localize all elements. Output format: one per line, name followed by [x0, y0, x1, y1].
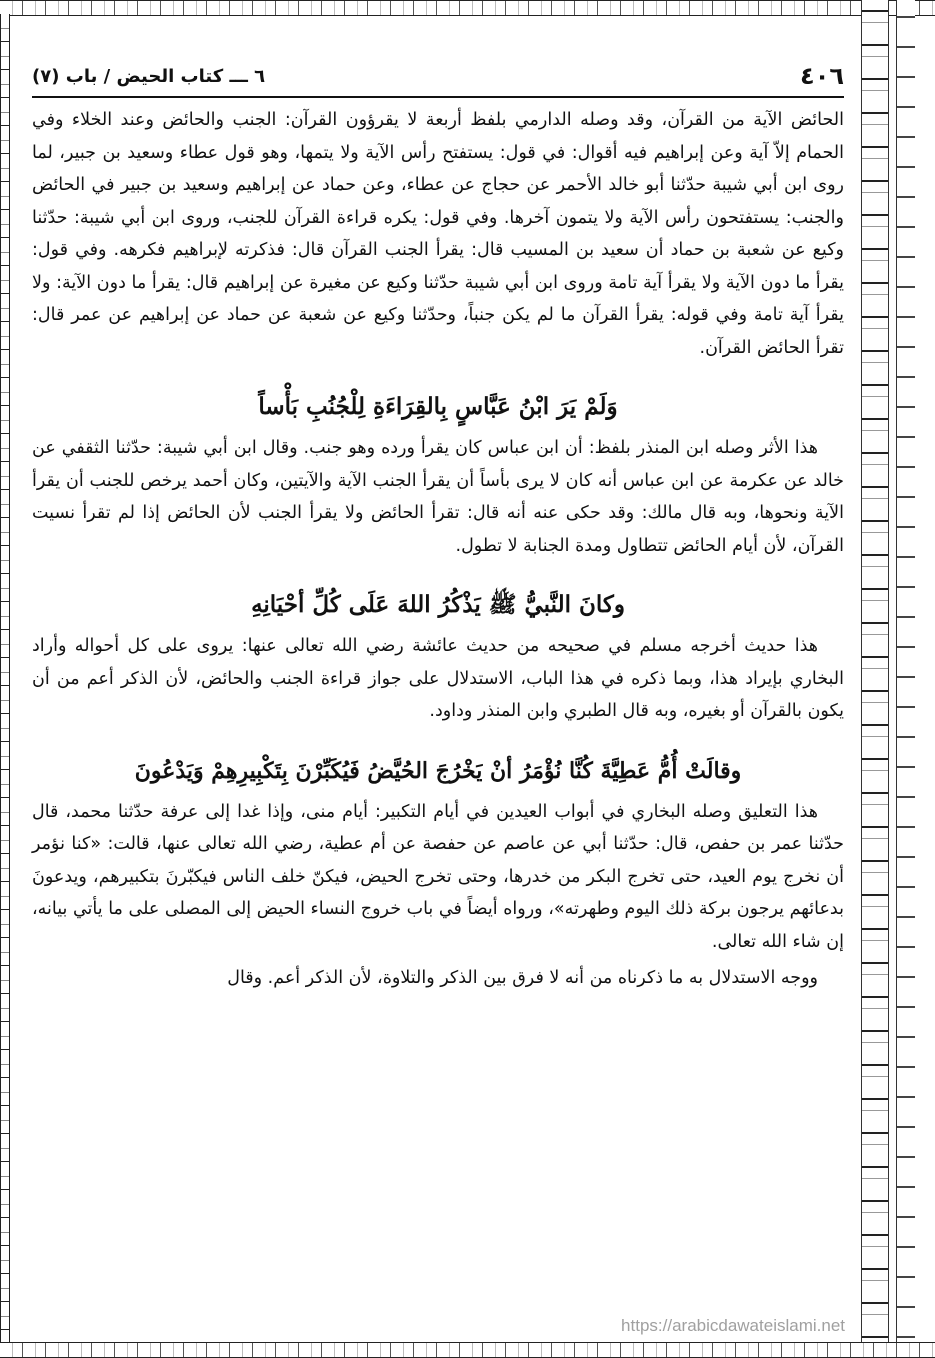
bottom-border: [0, 1342, 935, 1358]
chapter-title: ٦ ـــ كتاب الحيض / باب (٧): [32, 65, 266, 87]
book-page: [32, 56, 844, 1326]
left-border: [0, 14, 10, 1342]
binding-edge: [896, 0, 915, 1358]
section-heading-3: وقالَتْ أُمُّ عَطِيَّةَ كُنَّا نُؤْمَرُ أنْ يَخْرُجَ الحُيَّضُ فَيُكَبِّرْنَ بِتَكْبِيرِهِمْ وَيَدْعُونَ: [134, 757, 742, 784]
paragraph-3: هذا حديث أخرجه مسلم في صحيحه من حديث عائشة رضي الله تعالى عنها: يروى على كل أحواله وأراد البخاري بإيراد هذا، وبما ذكره في هذا الباب، الاستدلال على جواز قراءة الجنب والحائض، لأن الذكر أعم من أن يكون بالقرآن أو بغيره، وبه قال الطبري وابن المنذر وداود.: [32, 636, 844, 721]
section-heading-1: وَلَمْ يَرَ ابْنُ عَبَّاسٍ بِالقِرَاءَةِ لِلْجُنُبِ بَأْساً: [258, 393, 618, 420]
running-header: [32, 56, 844, 98]
top-border: [0, 0, 935, 16]
page-number: ٤٠٦: [800, 62, 844, 90]
paragraph-4: هذا التعليق وصله البخاري في أبواب العيدين في أيام التكبير: أيام منى، وإذا غدا إلى عرفة حدّثنا محمد، قال حدّثنا عمر بن حفص، قال: حدّثنا أبي عن عاصم عن حفصة عن أم عطية، رضي الله تعالى عنها، قالت: «كنا نؤمر أن نخرج يوم العيد، حتى تخرج البكر من خدرها، وحتى تخرج الحيض، فيكنّ خلف الناس فيكبّرنَ بتكبيرهم، ويدعونَ بدعائهم يرجون بركة ذلك اليوم وطهرته»، ورواه أيضاً في باب خروج النساء الحيض إلى المصلى على ما يأتي بيانه، إن شاء الله تعالى.: [32, 801, 844, 952]
watermark-url: https://arabicdawateislami.net: [621, 1316, 845, 1335]
paragraph-2: هذا الأثر وصله ابن المنذر بلفظ: أن ابن عباس كان يقرأ ورده وهو جنب. وقال ابن أبي شيبة: حدّثنا الثقفي عن خالد عن عكرمة عن ابن عباس أنه كان لا يرى بأساً أن يقرأ الجنب الآية والآيتين، وكان أحمد يرخص للجنب أن يقرأ الآية ونحوها، وبه قال مالك: وقد حكى عنه أنه قال: تقرأ الحائض ولا يقرأ الجنب لأن الحائض إذا لم تقرأ نسيت القرآن، لأن أيام الحائض تتطاول ومدة الجنابة لا تطول.: [32, 438, 844, 556]
section-heading-2: وكانَ النَّبيُّ ﷺ يَذْكُرُ اللهَ عَلَى كُلِّ أحْيَانِهِ: [251, 591, 625, 618]
binding-rings: [861, 0, 889, 1358]
paragraph-1: الحائض الآية من القرآن، وقد وصله الدارمي بلفظ أربعة لا يقرؤون القرآن: الجنب والحائض وعند الخلاء وفي الحمام إلاّ آية وعن إبراهيم فيه أقوال: في قول: يستفتح رأس الآية ولا يتمها، وهو قول عطاء وسعيد بن جبير، لما روى ابن أبي شيبة حدّثنا أبو خالد الأحمر عن حجاج عن عطاء، وعن حماد عن إبراهيم وسعيد بن جبير في الحائض والجنب: يستفتحون رأس الآية ولا يتمون آخرها. وفي قول: يكره قراءة القرآن للجنب، وروى ابن أبي شيبة: حدّثنا وكيع عن شعبة بن حماد أن سعيد بن المسيب قال: يقرأ الجنب القرآن قال: فذكرته لإبراهيم فكرهه. وفي قول: يقرأ ما دون الآية ولا يقرأ آية تامة وروى ابن أبي شيبة حدّثنا وكيع عن مغيرة عن إبراهيم قال: يقرأ ما دون الآية: ولا يقرأ آية تامة وفي قوله: يقرأ القرآن ما لم يكن جنباً، وحدّثنا وكيع عن شعبة عن حماد عن إبراهيم عن عمر قال: تقرأ الحائض القرآن.: [32, 110, 844, 358]
paragraph-5: ووجه الاستدلال به ما ذكرناه من أنه لا فرق بين الذكر والتلاوة، لأن الذكر أعم. وقال: [227, 968, 818, 988]
